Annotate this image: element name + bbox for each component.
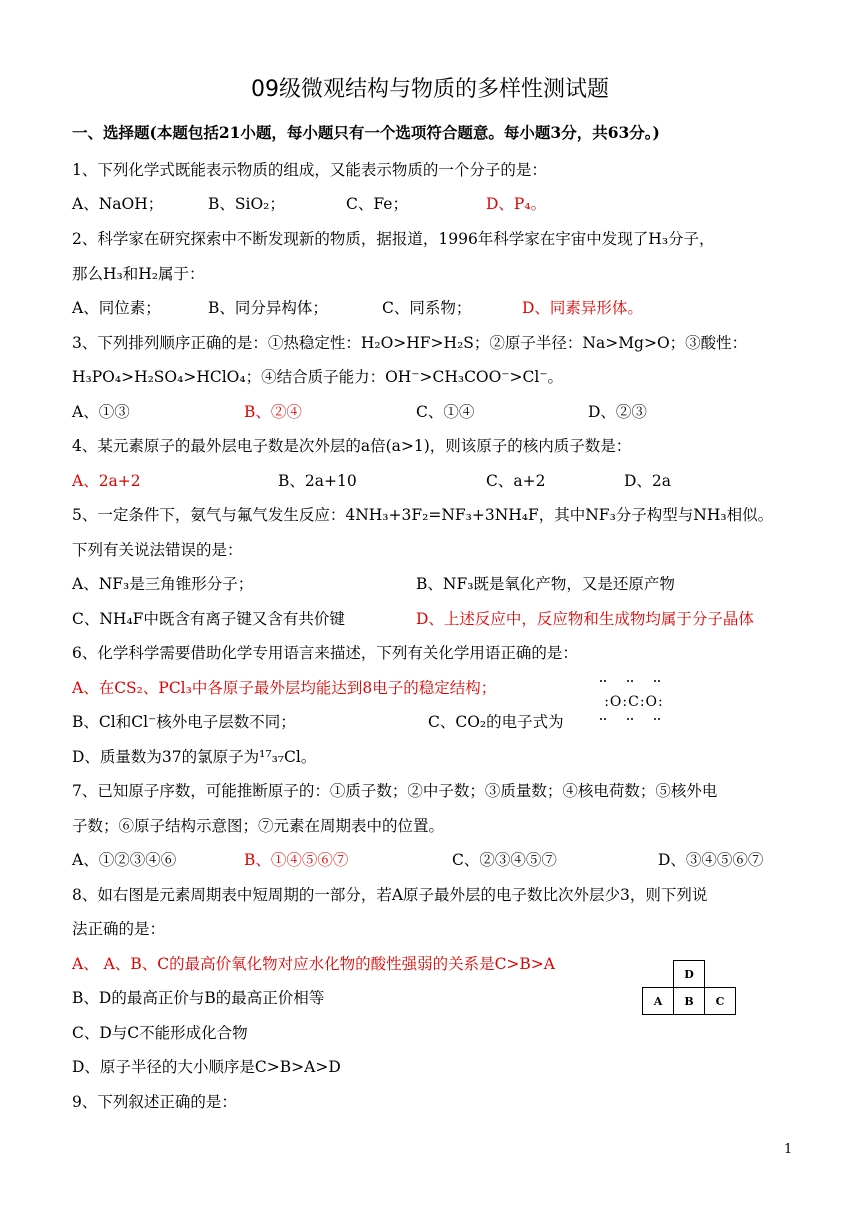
q8-stem-line1: 8、如右图是元素周期表中短周期的一部分，若A原子最外层的电子数比次外层少3，则下列说 (72, 886, 708, 904)
q8-option-a: A、 A、B、C的最高价氧化物对应水化物的酸性强弱的关系是C>B>A (72, 955, 555, 973)
cell-b: B (673, 987, 705, 1015)
q2-stem-line1: 2、科学家在研究探索中不断发现新的物质，据报道，1996年科学家在宇宙中发现了H₃分子， (72, 230, 715, 248)
q7-option-d: D、③④⑤⑥⑦ (658, 851, 764, 869)
page-number: 1 (784, 1142, 793, 1157)
q3-stem-line1: 3、下列排列顺序正确的是：①热稳定性：H₂O>HF>H₂S；②原子半径：Na>Mg>O；③酸性： (72, 334, 748, 352)
q5-option-d: D、上述反应中，反应物和生成物均属于分子晶体 (416, 610, 754, 628)
q6-option-b: B、Cl和Cl⁻核外电子层数不同； (72, 713, 296, 731)
q6-option-d: D、质量数为37的氯原子为¹⁷₃₇Cl。 (72, 748, 317, 766)
q6-option-a: A、在CS₂、PCl₃中各原子最外层均能达到8电子的稳定结构； (72, 679, 497, 697)
q4-option-b: B、2a+10 (278, 472, 357, 490)
q8-option-c: C、D与C不能形成化合物 (72, 1024, 248, 1042)
q4-option-c: C、a+2 (486, 472, 546, 490)
q3-stem-line2: H₃PO₄>H₂SO₄>HClO₄；④结合质子能力：OH⁻>CH₃COO⁻>Cl⁻。 (72, 368, 564, 386)
q4-option-a: A、2a+2 (72, 472, 141, 490)
co2-lewis-structure (592, 678, 676, 728)
q8-stem-line2: 法正确的是： (72, 920, 166, 938)
co2-lewis-text: :O:C:O: (604, 694, 664, 710)
q7-option-c: C、②③④⑤⑦ (452, 851, 557, 869)
q7-stem-line2: 子数；⑥原子结构示意图；⑦元素在周期表中的位置。 (72, 817, 445, 835)
q3-option-b: B、②④ (244, 403, 302, 421)
q1-option-c: C、Fe； (346, 195, 408, 213)
q9-stem: 9、下列叙述正确的是： (72, 1093, 237, 1111)
q1-option-b: B、SiO₂； (208, 195, 285, 213)
q5-option-c: C、NH₄F中既含有离子键又含有共价键 (72, 610, 345, 628)
q7-option-a: A、①②③④⑥ (72, 851, 177, 869)
q5-stem-line1: 5、一定条件下，氨气与氟气发生反应：4NH₃+3F₂=NF₃+3NH₄F，其中NF₃分子构型与NH₃相似。 (72, 506, 774, 524)
q4-option-d: D、2a (624, 472, 672, 490)
q6-option-c: C、CO₂的电子式为 (428, 713, 564, 731)
q3-option-a: A、①③ (72, 403, 130, 421)
section-heading: 一、选择题(本题包括21小题，每小题只有一个选项符合题意。每小题3分，共63分。) (72, 123, 660, 142)
q2-stem-line2: 那么H₃和H₂属于： (72, 265, 205, 283)
q8-option-d: D、原子半径的大小顺序是C>B>A>D (72, 1058, 341, 1076)
q6-stem: 6、化学科学需要借助化学专用语言来描述，下列有关化学用语正确的是： (72, 644, 578, 662)
q1-stem: 1、下列化学式既能表示物质的组成，又能表示物质的一个分子的是： (72, 161, 547, 179)
q3-option-d: D、②③ (588, 403, 647, 421)
cell-c: C (704, 987, 736, 1015)
q1-option-d: D、P₄。 (486, 195, 547, 213)
page-title: 09级微观结构与物质的多样性测试题 (251, 77, 609, 102)
cell-a: A (642, 987, 674, 1015)
q2-option-c: C、同系物； (382, 299, 472, 317)
q7-stem-line1: 7、已知原子序数，可能推断原子的：①质子数；②中子数；③质量数；④核电荷数；⑤核外电 (72, 782, 718, 800)
q5-option-a: A、NF₃是三角锥形分子； (72, 575, 254, 593)
cell-d: D (673, 960, 705, 988)
q2-option-d: D、同素异形体。 (522, 299, 643, 317)
q5-option-b: B、NF₃既是氧化产物，又是还原产物 (416, 575, 675, 593)
q7-option-b: B、①④⑤⑥⑦ (244, 851, 349, 869)
q2-option-a: A、同位素； (72, 299, 161, 317)
q5-stem-line2: 下列有关说法错误的是： (72, 541, 243, 559)
q4-stem: 4、某元素原子的最外层电子数是次外层的a倍(a>1)，则该原子的核内质子数是： (72, 437, 632, 455)
q8-option-b: B、D的最高正价与B的最高正价相等 (72, 989, 325, 1007)
q2-option-b: B、同分异构体； (208, 299, 328, 317)
q1-option-a: A、NaOH； (72, 195, 164, 213)
q3-option-c: C、①④ (416, 403, 475, 421)
